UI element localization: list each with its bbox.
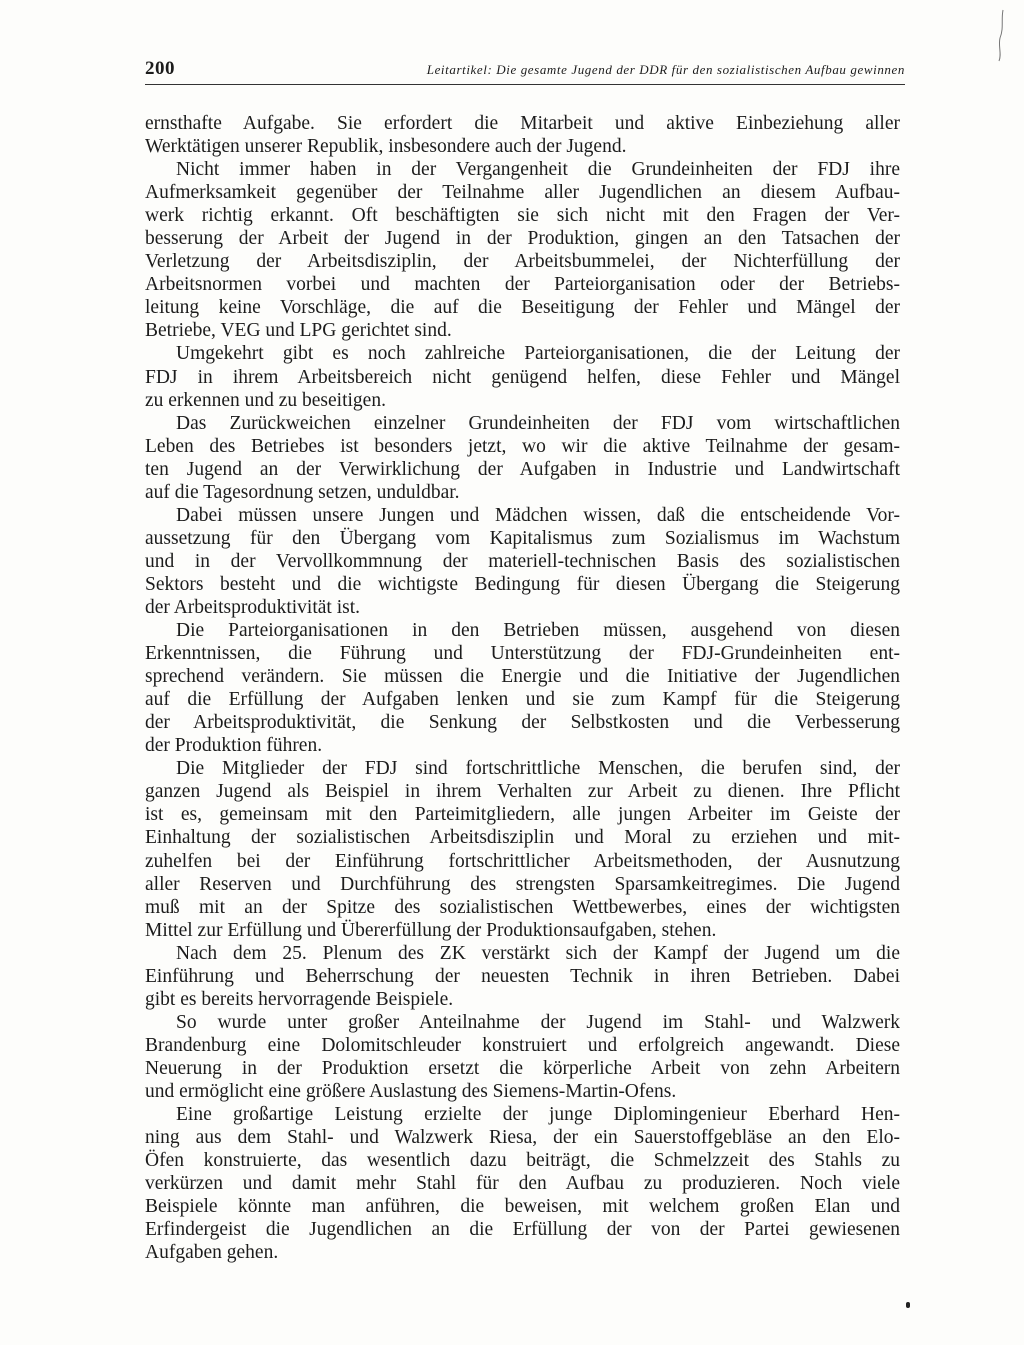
paragraph xyxy=(145,112,900,158)
text-line: ganzen Jugend als Beispiel in ihrem Verhalten zur Arbeit zu dienen. Ihre Pflicht xyxy=(145,781,900,803)
text-line: Aufgaben gehen. xyxy=(145,1242,279,1264)
text-line: Eine großartige Leistung erzielte der junge Diplomingenieur Eberhard Hen- xyxy=(176,1104,900,1126)
text-line: Umgekehrt gibt es noch zahlreiche Parteiorganisationen, die der Leitung der xyxy=(176,343,900,365)
text-line: ten Jugend an der Verwirklichung der Aufgaben in Industrie und Landwirtschaft xyxy=(145,458,900,480)
margin-scribble xyxy=(996,8,1006,63)
text-line: Verletzung der Arbeitsdisziplin, der Arbeitsbummelei, der Nichterfüllung der xyxy=(145,251,900,273)
text-line: und in der Vervollkommnung der materiell-technischen Basis des sozialistischen xyxy=(145,550,900,572)
text-line: besserung der Arbeit der Jugend in der Produktion, gingen an den Tatsachen der xyxy=(145,228,900,250)
paragraph xyxy=(145,619,900,757)
paragraph xyxy=(145,158,900,342)
text-line: der Produktion führen. xyxy=(145,735,323,757)
text-line: zuhelfen bei der Einführung fortschrittlicher Arbeitsmethoden, der Ausnutzung xyxy=(145,850,900,872)
text-line: und ermöglicht eine größere Auslastung des Siemens-Martin-Ofens. xyxy=(145,1080,677,1102)
running-head: Leitartikel: Die gesamte Jugend der DDR für den sozialistischen Aufbau gewinnen xyxy=(426,62,905,77)
paragraph xyxy=(145,342,900,411)
text-line: Werktätigen unserer Republik, insbesondere auch der Jugend. xyxy=(145,136,627,158)
text-line: muß mit an der Spitze des sozialistischen Wettbewerbes, eines der wichtigsten xyxy=(145,896,900,918)
paragraph xyxy=(145,1011,900,1103)
text-line: Aufmerksamkeit gegenüber der Teilnahme aller Jugendlichen an diesem Aufbau- xyxy=(145,182,900,204)
text-line: Neuerung in der Produktion ersetzt die körperliche Arbeit von zehn Arbeitern xyxy=(145,1057,900,1079)
text-line: Sektors besteht und die wichtigste Bedingung für diesen Übergang die Steigerung xyxy=(145,573,900,595)
paragraph xyxy=(145,1103,900,1264)
text-line: werk richtig erkannt. Oft beschäftigten sie sich nicht mit den Fragen der Ver- xyxy=(145,205,900,227)
text-line: Brandenburg eine Dolomitschleuder konstruiert und erfolgreich angewandt. Diese xyxy=(145,1034,900,1056)
text-line: Dabei müssen unsere Jungen und Mädchen wissen, daß die entscheidende Vor- xyxy=(176,504,900,526)
text-line: der Arbeitsproduktivität ist. xyxy=(145,596,361,618)
paragraph xyxy=(145,757,900,941)
text-line: aussetzung für den Übergang vom Kapitalismus zum Sozialismus im Wachstum xyxy=(145,527,900,549)
text-line: Einhaltung der sozialistischen Arbeitsdisziplin und Moral zu erziehen und mit- xyxy=(145,827,900,849)
text-line: ning aus dem Stahl- und Walzwerk Riesa, der ein Sauerstoffgebläse an den Elo- xyxy=(145,1127,900,1149)
text-line: sprechend verändern. Sie müssen die Energie und die Initiative der Jugendlichen xyxy=(145,666,900,688)
ink-speck xyxy=(906,1302,910,1308)
text-line: Einführung und Beherrschung der neuesten Technik in ihren Betrieben. Dabei xyxy=(145,965,900,987)
text-line: Öfen konstruierte, das wesentlich dazu beiträgt, die Schmelzzeit des Stahls zu xyxy=(145,1150,900,1172)
text-line: verkürzen und damit mehr Stahl für den Aufbau zu produzieren. Noch viele xyxy=(145,1173,900,1195)
text-line: leitung keine Vorschläge, die auf die Beseitigung der Fehler und Mängel der xyxy=(145,297,900,319)
article-body xyxy=(145,112,900,1264)
text-line: Nach dem 25. Plenum des ZK verstärkt sich der Kampf der Jugend um die xyxy=(176,942,900,964)
text-line: Erkenntnissen, die Führung und Unterstützung der FDJ-Grundeinheiten ent- xyxy=(145,643,900,665)
text-line: Betriebe, VEG und LPG gerichtet sind. xyxy=(145,320,452,342)
page-header xyxy=(145,58,905,85)
text-line: ernsthafte Aufgabe. Sie erfordert die Mitarbeit und aktive Einbeziehung aller xyxy=(145,113,900,134)
text-line: der Arbeitsproduktivität, die Senkung der Selbstkosten und die Verbesserung xyxy=(145,712,900,734)
page-number: 200 xyxy=(145,58,175,79)
text-line: ist es, gemeinsam mit den Parteimitgliedern, alle jungen Arbeiter im Geiste der xyxy=(145,804,900,826)
text-line: Nicht immer haben in der Vergangenheit die Grundeinheiten der FDJ ihre xyxy=(176,159,900,181)
text-line: auf die Tagesordnung setzen, unduldbar. xyxy=(145,481,460,503)
text-line: Die Mitglieder der FDJ sind fortschrittliche Menschen, die berufen sind, der xyxy=(176,758,900,780)
text-line: gibt es bereits hervorragende Beispiele. xyxy=(145,988,454,1010)
text-line: auf die Erfüllung der Aufgaben lenken und sie zum Kampf für die Steigerung xyxy=(145,689,900,711)
paragraph xyxy=(145,942,900,1011)
text-line: Die Parteiorganisationen in den Betrieben müssen, ausgehend von diesen xyxy=(176,620,900,642)
text-line: Arbeitsnormen vorbei und machten der Parteiorganisation oder der Betriebs- xyxy=(145,274,900,296)
text-line: Mittel zur Erfüllung und Übererfüllung der Produktionsaufgaben, stehen. xyxy=(145,919,717,941)
text-line: Leben des Betriebes ist besonders jetzt, wo wir die aktive Teilnahme der gesam- xyxy=(145,435,900,457)
text-line: Das Zurückweichen einzelner Grundeinheiten der FDJ vom wirtschaftlichen xyxy=(176,412,900,434)
text-line: aller Reserven und Durchführung des strengsten Sparsamkeitregimes. Die Jugend xyxy=(145,873,900,895)
text-line: FDJ in ihrem Arbeitsbereich nicht genügend helfen, diese Fehler und Mängel xyxy=(145,366,900,388)
text-line: Beispiele könnte man anführen, die beweisen, mit welchem großen Elan und xyxy=(145,1196,900,1218)
paragraph xyxy=(145,412,900,504)
text-line: zu erkennen und zu beseitigen. xyxy=(145,389,386,411)
text-line: Erfindergeist die Jugendlichen an die Erfüllung der von der Partei gewiesenen xyxy=(145,1219,900,1241)
text-line: So wurde unter großer Anteilnahme der Jugend im Stahl- und Walzwerk xyxy=(176,1011,900,1033)
paragraph xyxy=(145,504,900,619)
